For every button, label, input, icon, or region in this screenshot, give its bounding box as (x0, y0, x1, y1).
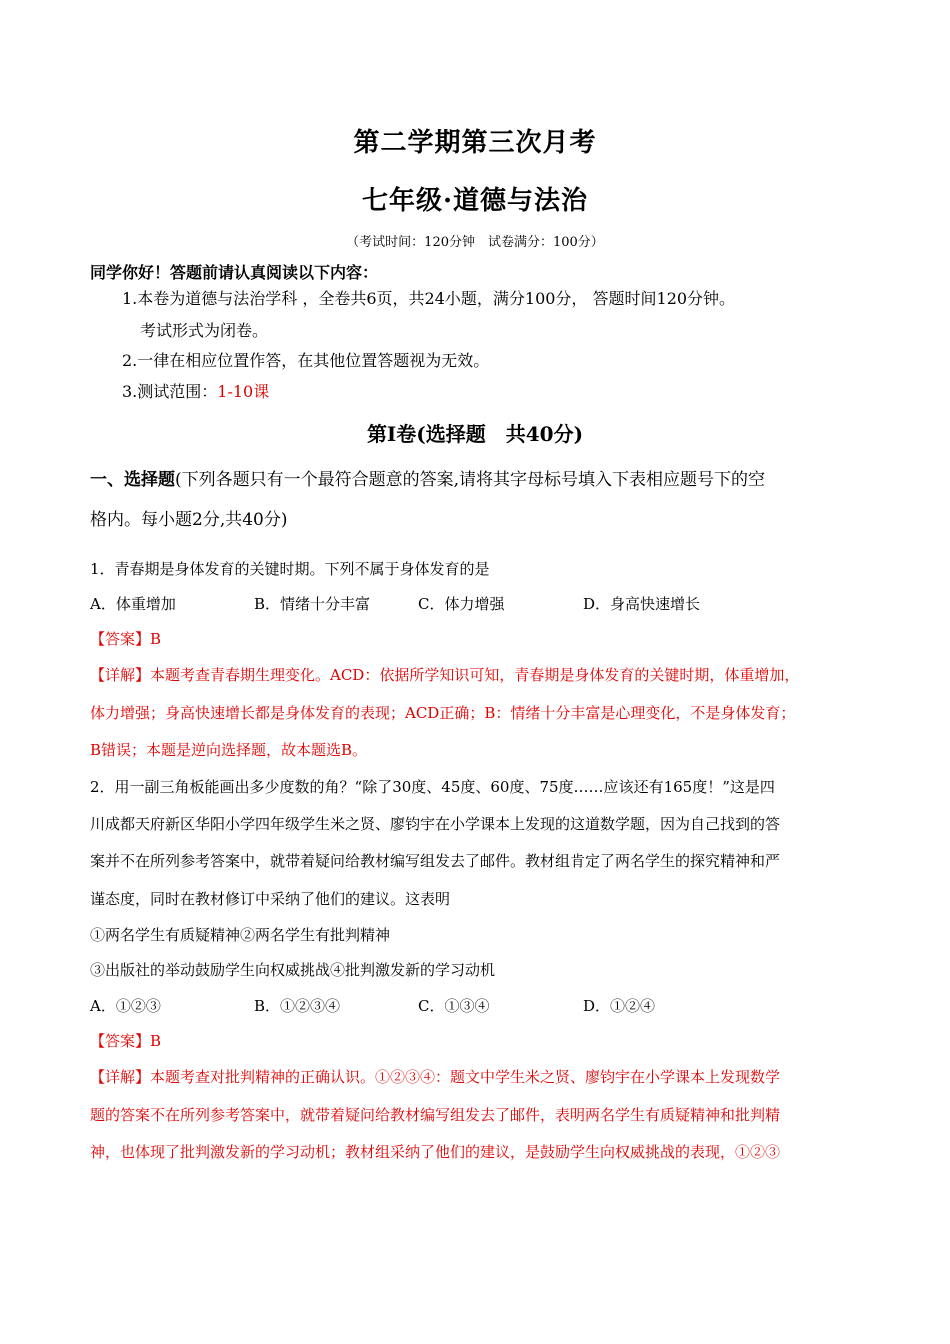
question-2-explanation-1: 【详解】本题考查对批判精神的正确认识。①②③④：题文中学生米之贤、廖钧宇在小学课本上发现数学 (90, 1068, 781, 1086)
question-2-answer: 【答案】B (90, 1032, 162, 1050)
question-2-options (0, 995, 950, 1017)
question-1-option-d: D．身高快速增长 (583, 595, 701, 613)
section-title: 第Ⅰ卷(选择题 共40分) (366, 422, 584, 446)
notice-item-2: 2.一律在相应位置作答，在其他位置答题视为无效。 (122, 351, 490, 370)
question-2-option-c: C．①③④ (418, 997, 490, 1015)
part-desc-2: 格内。每小题2分,共40分) (90, 510, 288, 530)
question-1-explanation-1: 【详解】本题考查青春期生理变化。ACD：依据所学知识可知，青春期是身体发育的关键时期，体重增加， (90, 666, 800, 684)
exam-time-info: （考试时间：120分钟 试卷满分：100分） (346, 235, 604, 250)
question-2-stem-4: 谨态度，同时在教材修订中采纳了他们的建议。这表明 (90, 890, 451, 908)
notice-item-1-cont: 考试形式为闭卷。 (140, 321, 269, 340)
question-2-statement-2: ③出版社的举动鼓励学生向权威挑战④批判激发新的学习动机 (90, 961, 496, 979)
question-2-explanation-2: 题的答案不在所列参考答案中，就带着疑问给教材编写组发去了邮件，表明两名学生有质疑精神和批判精 (90, 1106, 781, 1124)
question-1-option-a: A．体重增加 (90, 595, 176, 613)
question-2-option-b: B．①②③④ (254, 997, 341, 1015)
question-2-stem-3: 案并不在所列参考答案中，就带着疑问给教材编写组发去了邮件。教材组肯定了两名学生的探究精神和严 (90, 852, 781, 870)
question-2-stem-2: 川成都天府新区华阳小学四年级学生米之贤、廖钧宇在小学课本上发现的这道数学题，因为自己找到的答 (90, 815, 781, 833)
part-label: 一、选择题 (90, 470, 175, 490)
question-1-explanation-2: 体力增强；身高快速增长都是身体发育的表现；ACD正确；B：情绪十分丰富是心理变化，不是身体发育； (90, 704, 796, 722)
notice-heading: 同学你好！答题前请认真阅读以下内容： (90, 263, 379, 282)
question-1-option-c: C．体力增强 (418, 595, 505, 613)
question-1-options (0, 593, 950, 615)
question-1-option-b: B．情绪十分丰富 (254, 595, 371, 613)
question-2-statement-1: ①两名学生有质疑精神②两名学生有批判精神 (90, 926, 391, 944)
question-2-option-d: D．①②④ (583, 997, 656, 1015)
question-1-explanation-3: B错误；本题是逆向选择题，故本题选B。 (90, 741, 368, 759)
part-desc-1: (下列各题只有一个最符合题意的答案,请将其字母标号填入下表相应题号下的空 (175, 470, 766, 490)
question-2-explanation-3: 神，也体现了批判激发新的学习动机；教材组采纳了他们的建议，是鼓励学生向权威挑战的表现，①②③ (90, 1143, 781, 1161)
question-2-stem-1: 2．用一副三角板能画出多少度数的角？“除了30度、45度、60度、75度……应该还有165度！”这是四 (90, 778, 775, 796)
exam-subtitle: 七年级·道德与法治 (361, 186, 589, 216)
question-1-answer: 【答案】B (90, 630, 162, 648)
notice-item-3 (122, 379, 269, 402)
notice-item-1: 1.本卷为道德与法治学科 ，全卷共6页，共24小题，满分100分， 答题时间120分钟。 (122, 289, 736, 308)
notice-item-3-label: 3.测试范围： (122, 382, 218, 401)
exam-title: 第二学期第三次月考 (353, 128, 597, 158)
part-instructions (90, 465, 765, 490)
question-2-option-a: A．①②③ (90, 997, 161, 1015)
question-1-stem: 1．青春期是身体发育的关键时期。下列不属于身体发育的是 (90, 560, 490, 578)
test-scope: 1-10课 (217, 382, 270, 401)
